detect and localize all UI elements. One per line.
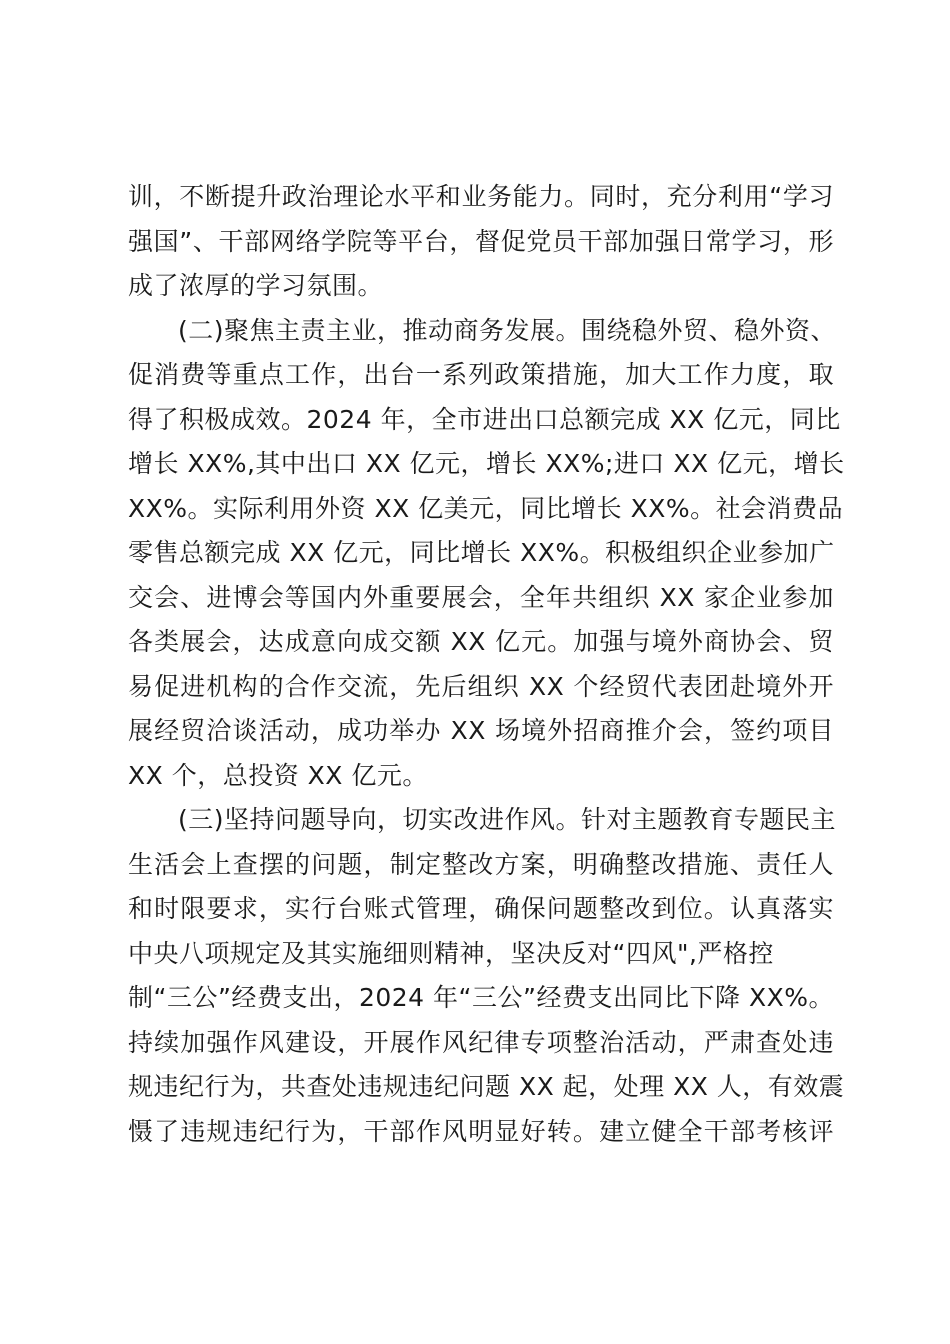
paragraph-2-line-3: 得了积极成效。2024 年，全市进出口总额完成 XX 亿元，同比 [128,404,841,434]
paragraph-2-line-1: (二)聚焦主责主业，推动商务发展。围绕稳外贸、稳外资、 [178,315,837,345]
paragraph-3-line-4: 中央八项规定及其实施细则精神，坚决反对“四风",严格控 [128,938,774,968]
document-body [128,175,845,1154]
paragraph-3-line-1: (三)坚持问题导向，切实改进作风。针对主题教育专题民主 [178,805,837,834]
paragraph-2-line-9: 易促进机构的合作交流，先后组织 XX 个经贸代表团赴境外开 [128,671,834,701]
paragraph-1-line-2: 强国”、干部网络学院等平台，督促党员干部加强日常学习，形 [128,226,834,256]
paragraph-2-line-5: XX%。实际利用外资 XX 亿美元，同比增长 XX%。社会消费品 [128,493,844,523]
paragraph-3-line-6: 持续加强作风建设，开展作风纪律专项整治活动，严肃查处违 [128,1027,834,1057]
paragraph-3-line-5: 制“三公”经费支出，2024 年“三公”经费支出同比下降 XX%。 [128,983,834,1012]
paragraph-2-line-6: 零售总额完成 XX 亿元，同比增长 XX%。积极组织企业参加广 [128,538,835,567]
paragraph-2-line-4: 增长 XX%,其中出口 XX 亿元，增长 XX%;进口 XX 亿元，增长 [128,449,845,478]
paragraph-2-line-2: 促消费等重点工作，出台一系列政策措施，加大工作力度，取 [128,360,834,389]
paragraph-1-line-1: 训，不断提升政治理论水平和业务能力。同时，充分利用“学习 [128,182,834,211]
paragraph-2-line-7: 交会、进博会等国内外重要展会，全年共组织 XX 家企业参加 [128,582,834,612]
paragraph-3-line-7: 规违纪行为，共查处违规违纪问题 XX 起，处理 XX 人，有效震 [128,1072,845,1101]
paragraph-3-line-3: 和时限要求，实行台账式管理，确保问题整改到位。认真落实 [128,894,834,923]
paragraph-2-line-8: 各类展会，达成意向成交额 XX 亿元。加强与境外商协会、贸 [128,627,834,656]
paragraph-1-line-3: 成了浓厚的学习氛围。 [128,271,384,300]
paragraph-2-line-11: XX 个，总投资 XX 亿元。 [128,760,428,790]
paragraph-3-line-2: 生活会上查摆的问题，制定整改方案，明确整改措施、责任人 [128,849,834,879]
paragraph-3-line-8: 慑了违规违纪行为，干部作风明显好转。建立健全干部考核评 [128,1116,834,1146]
paragraph-2-line-10: 展经贸洽谈活动，成功举办 XX 场境外招商推介会，签约项目 [128,716,834,745]
